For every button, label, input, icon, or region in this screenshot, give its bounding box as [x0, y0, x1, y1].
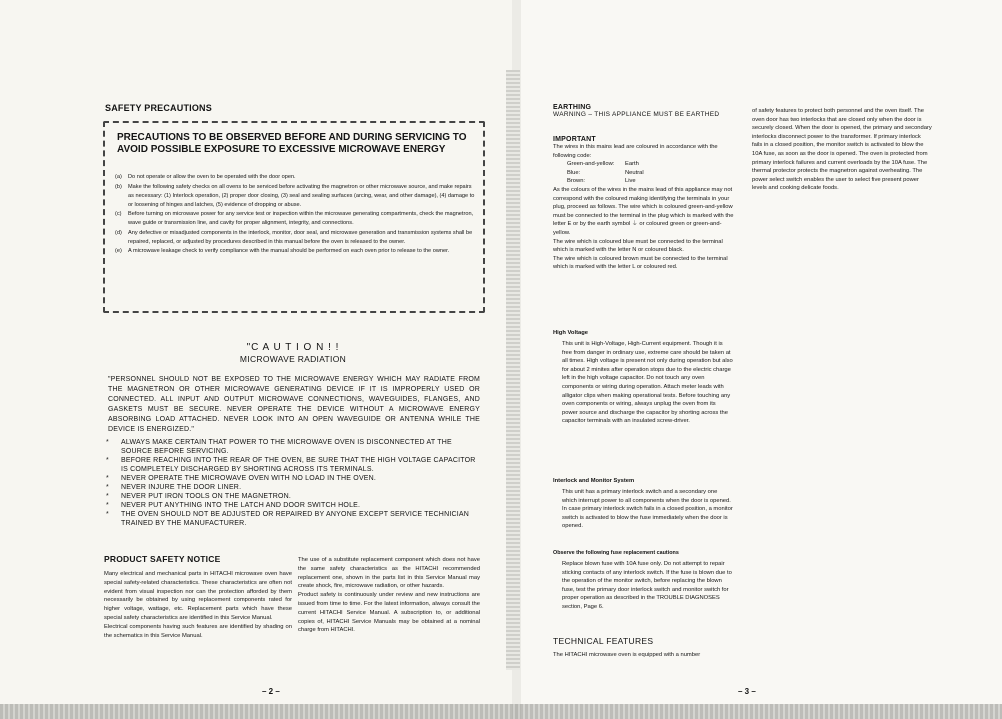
product-safety-body: Many electrical and mechanical parts in HITACHI microwave oven have special safety-related characteristics. These characteristics are often not evident from visual inspection nor can the protection afforded by them necessarily be obtained by using replacement components rated for higher voltage, wattage, etc. Replacement parts which have these special safety characteristics are identified in this Service Manual.	[104, 571, 292, 621]
caution-title: "C A U T I O N ! !	[246, 342, 340, 353]
earthing-heading: EARTHING	[553, 104, 592, 111]
right-column-2	[752, 107, 932, 193]
list-item: (b) Make the following safety checks on all ovens to be serviced before activating the magnetron or other microwave source, and make repairs as necessary: (1) Interlock operation, (2) proper door closing, (3) seal and sealing surfaces (arcing, wear, and other damage), (4) damage to or loosening of hinges and latches, (5) evidence of dropping or abuse.	[115, 183, 475, 208]
list-item: (c) Before turning on microwave power for any service test or inspection within the microwave generating compartments, check the magnetron, wave guide or transmission line, and cavity for proper alignment, integrity, and connections.	[115, 211, 474, 226]
list-item: * NEVER PUT IRON TOOLS ON THE MAGNETRON.	[106, 493, 292, 500]
right-page	[521, 0, 1002, 719]
product-safety-body-2: Electrical components having such features are identified by shading on the schematics in this Service Manual.	[104, 623, 292, 639]
earthing-section	[553, 104, 735, 120]
important-section	[553, 136, 735, 272]
wire-code-row: Blue: Neutral	[567, 169, 644, 176]
precautions-box	[103, 121, 485, 313]
fuse-heading: Observe the following fuse replacement cautions	[553, 550, 679, 556]
list-item: * ALWAYS MAKE CERTAIN THAT POWER TO THE MICROWAVE OVEN IS DISCONNECTED AT THE SOURCE BEFORE SERVICING.	[106, 439, 452, 455]
scan-edge	[0, 704, 1002, 719]
list-item: * NEVER OPERATE THE MICROWAVE OVEN WITH NO LOAD IN THE OVEN.	[106, 475, 377, 482]
list-item: (d) Any defective or misadjusted components in the interlock, monitor, door seal, and microwave generation and transmission systems shall be repaired, replaced, or adjusted by procedures described in this manual before the oven is released to the owner.	[115, 229, 473, 245]
product-safety-heading: PRODUCT SAFETY NOTICE	[104, 554, 221, 564]
safety-features-text: of safety features to protect both personnel and the oven itself. The oven door has two interlocks that are closed only when the door is securely closed. When the door is opened, the primary and secondary interlocks disconnect power to the transformer. If primary interlock fails in a closed position, the monitor switch is activated to blow the 10A fuse, as soon as the door is opened. The oven is protected from primary interlock failures and current overloads by the 10A fuse. The thermal protector protects the magnetron against overheating. The power select switch enables the user to select five present power levels and cooking delicate foods.	[752, 108, 932, 192]
precautions-box-title: PRECAUTIONS TO BE OBSERVED BEFORE AND DURING SERVICING TO AVOID POSSIBLE EXPOSURE TO EXCESSIVE MICROWAVE ENERGY	[117, 132, 467, 155]
warning-list	[106, 438, 482, 528]
page-number-left: – 2 –	[262, 687, 280, 696]
technical-section	[553, 636, 733, 660]
technical-heading: TECHNICAL FEATURES	[553, 636, 654, 646]
important-para-2: The wire which is coloured blue must be connected to the terminal which is marked with the letter N or coloured black.	[553, 238, 723, 254]
interlock-body: This unit has a primary interlock switch and a secondary one which interrupt power to all components when the door is opened. In case primary interlock switch fails in a closed position, a monitor switch is activated to blow the fuse immediately when the door is opened.	[562, 489, 733, 530]
fuse-body: Replace blown fuse with 10A fuse only. Do not attempt to repair sticking contacts of any interlock switch. If the fuse is blown due to the operation of the monitor switch, before replacing the blown fuse, test the primary door interlock switch and monitor switch for proper operation as described in the TROUBLE DIAGNOSES section, Page 6.	[562, 561, 732, 610]
technical-body: The HITACHI microwave oven is equipped with a number	[553, 652, 701, 658]
binding-spine	[506, 70, 520, 670]
product-safety-section	[104, 554, 292, 640]
wire-code-row: Green-and-yellow: Earth	[567, 161, 639, 168]
substitute-notice: The use of a substitute replacement component which does not have the same safety characteristics as the HITACHI recommended replacement one, shown in the parts list in this Service Manual may create shock, fire, microwave radiation, or other hazards.	[298, 557, 480, 590]
substitute-section	[298, 556, 480, 635]
caution-body: "PERSONNEL SHOULD NOT BE EXPOSED TO THE MICROWAVE ENERGY WHICH MAY RADIATE FROM THE MAGNETRON OR OTHER MICROWAVE GENERATING DEVICE IF IT IS IMPROPERLY USED OR CONNECTED. ALL INPUT AND OUTPUT MICROWAVE CONNECTIONS, WAVEGUIDES, FLANGES, AND GASKETS MUST BE SECURE. NEVER OPERATE THE DEVICE WITHOUT A MICROWAVE ENERGY ABSORBING LOAD ATTACHED. NEVER LOOK INTO AN OPEN WAVEGUIDE OR ANTENNA WHILE THE DEVICE IS ENERGIZED."	[108, 376, 480, 433]
wire-code-row: Brown: Live	[567, 178, 636, 185]
precautions-list	[115, 173, 477, 257]
product-safety-review: Product safety is continuously under review and new instructions are issued from time to time. For the latest information, always consult the current HITACHI Service Manual. A subscription to, or additional copies of, HITACHI Service Manuals may be obtained at a nominal charge from HITACHI.	[298, 592, 480, 634]
list-item: (e) A microwave leakage check to verify compliance with the manual should be performed on each oven prior to release to the owner.	[115, 248, 450, 254]
list-item: * NEVER INJURE THE DOOR LINER.	[106, 484, 242, 491]
earthing-warning: WARNING – THIS APPLIANCE MUST BE EARTHED	[553, 111, 720, 118]
important-para-3: The wire which is coloured brown must be connected to the terminal which is marked with the letter L or coloured red.	[553, 255, 728, 271]
page-number-right: – 3 –	[738, 687, 756, 696]
safety-precautions-heading: SAFETY PRECAUTIONS	[105, 103, 212, 113]
list-item: * THE OVEN SHOULD NOT BE ADJUSTED OR REPAIRED BY ANYONE EXCEPT SERVICE TECHNICIAN TRAINED BY THE MANUFACTURER.	[106, 511, 469, 527]
list-item: * BEFORE REACHING INTO THE REAR OF THE OVEN, BE SURE THAT THE HIGH VOLTAGE CAPACITOR IS COMPLETELY DISCHARGED BY SHORTING ACROSS ITS TERMINALS.	[106, 457, 476, 473]
high-voltage-heading: High Voltage	[553, 330, 588, 336]
important-para-1: As the colours of the wires in the mains lead of this appliance may not correspond with the coloured making identifying the terminals in your plug, proceed as follows. The wire which is coloured green-and-yellow must be connected to the terminal in the plug which is marked with the letter E or by the earth symbol ⏚ or coloured green or green-and-yellow.	[553, 186, 734, 236]
caution-subtitle: MICROWAVE RADIATION	[239, 354, 347, 364]
important-intro: The wires in this mains lead are coloured in accordance with the following code:	[553, 144, 718, 159]
interlock-heading: Interlock and Monitor System	[553, 478, 635, 484]
list-item: * NEVER PUT ANYTHING INTO THE LATCH AND DOOR SWITCH HOLE.	[106, 502, 361, 509]
important-heading: IMPORTANT	[553, 136, 596, 143]
high-voltage-section	[553, 330, 733, 426]
fuse-section	[553, 550, 733, 612]
list-item: (a) Do not operate or allow the oven to be operated with the door open.	[115, 174, 296, 180]
interlock-section	[553, 478, 733, 531]
high-voltage-body: This unit is High-Voltage, High-Current equipment. Though it is free from danger in ordinary use, extreme care should be taken at all times. High voltage is present not only during operation but also for about 2 minites after operation stops due to the electric charge left in the high voltage capacitor. Do not touch any oven components or wiring during operation. Attach meter leads with alligator clips when making operational tests. Before touching any oven components or wiring, always unplug the oven from its power source and discharge the capacitor by shorting across the capacitor terminals with an insulated screw-driver.	[562, 341, 733, 425]
